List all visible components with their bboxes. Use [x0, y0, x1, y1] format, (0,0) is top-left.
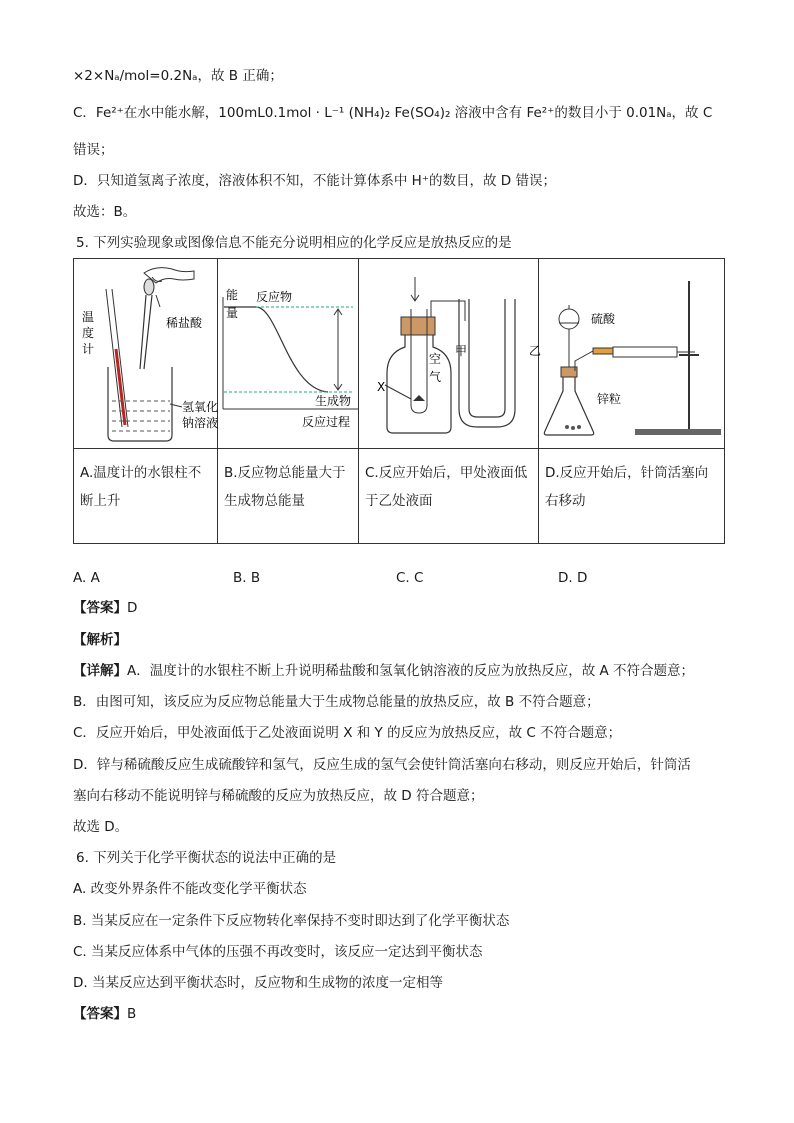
fig-a-thermo-label-2: 度: [82, 326, 95, 340]
fig-c-yi-label: 乙: [529, 344, 542, 358]
q4-line-3: D．只知道氢离子浓度，溶液体积不知，不能计算体系中 H⁺的数目，故 D 错误；: [73, 173, 556, 189]
caption-c: C.反应开始后，甲处液面低于乙处液面: [359, 449, 539, 544]
q5-detail-1: B．由图可知，该反应为反应物总能量大于生成物总能量的放热反应，故 B 不符合题意；: [73, 694, 600, 710]
q4-line-2b: 错误；: [73, 142, 114, 158]
fig-a-thermo-label-1: 温: [82, 310, 95, 324]
detail-text-0: A．温度计的水银柱不断上升说明稀盐酸和氢氧化钠溶液的反应为放热反应，故 A 不符合题意；: [127, 663, 695, 679]
fig-b-reactant-label: 反应物: [256, 290, 293, 304]
fig-b-cell: [218, 259, 359, 449]
fig-d-syringe-diagram: [539, 259, 724, 444]
q5-option-a: A. A: [73, 570, 100, 586]
fig-d-zinc-label: 锌粒: [597, 392, 622, 406]
q5-option-d: D. D: [558, 570, 588, 586]
q6-option-b: B. 当某反应在一定条件下反应物转化率保持不变时即达到了化学平衡状态: [73, 913, 510, 929]
q5-figure-table: [73, 258, 725, 544]
q6-answer: [73, 1004, 136, 1024]
q4-line-2a: C．Fe²⁺在水中能水解，100mL0.1mol · L⁻¹ (NH₄)₂ Fe(SO₄)₂ 溶液中含有 Fe²⁺的数目小于 0.01Nₐ，故 C: [73, 105, 713, 121]
q5-stem: 5. 下列实验现象或图像信息不能充分说明相应的化学反应是放热反应的是: [76, 235, 512, 251]
fig-d-cell: [539, 259, 725, 449]
q5-answer: [73, 598, 137, 618]
fig-a-thermo-label-3: 计: [82, 342, 95, 356]
q4-line-1: ×2×Nₐ/mol=0.2Nₐ，故 B 正确；: [73, 68, 283, 84]
q5-detail-3: D．锌与稀硫酸反应生成硫酸锌和氢气，反应生成的氢气会使针筒活塞向右移动，则反应开始后，针筒活: [73, 757, 691, 773]
fig-b-xlabel: 反应过程: [302, 415, 351, 429]
q5-analysis-tag: [73, 630, 127, 650]
fig-b-ylabel-2: 量: [226, 306, 239, 320]
fig-d-acid-label: 硫酸: [591, 312, 616, 326]
fig-a-beaker-diagram: [74, 259, 217, 444]
answer-tag: 【答案】: [73, 600, 127, 616]
fig-c-air-label-2: 气: [429, 370, 442, 384]
q5-detail-0: [73, 661, 694, 681]
fig-a-acid-label: 稀盐酸: [166, 316, 203, 330]
fig-b-energy-diagram: [218, 259, 358, 444]
q5-detail-5: 故选 D。: [73, 819, 129, 835]
fig-c-cell: [359, 259, 542, 449]
q6-answer-value: B: [127, 1006, 137, 1022]
detail-tag: 【详解】: [73, 663, 127, 679]
fig-c-air-label-1: 空: [429, 352, 442, 366]
q6-stem: 6. 下列关于化学平衡状态的说法中正确的是: [76, 850, 337, 866]
q4-line-4: 故选：B。: [73, 204, 137, 220]
caption-d: D.反应开始后，针筒活塞向右移动: [539, 449, 725, 544]
fig-c-x-label: X: [377, 380, 386, 394]
q5-option-b: B. B: [233, 570, 261, 586]
fig-a-naoh-label-2: 钠溶液: [182, 416, 219, 430]
fig-c-jia-label: 甲: [455, 344, 468, 358]
fig-c-flask-utube-diagram: [359, 259, 542, 444]
fig-a-cell: [74, 259, 218, 449]
fig-a-naoh-label-1: 氢氧化: [182, 400, 219, 414]
q6-option-c: C. 当某反应体系中气体的压强不再改变时，该反应一定达到平衡状态: [73, 944, 483, 960]
q5-detail-2: C．反应开始后，甲处液面低于乙处液面说明 X 和 Y 的反应为放热反应，故 C 不符合题意；: [73, 725, 622, 741]
analysis-tag: 【解析】: [73, 632, 127, 648]
caption-a: A.温度计的水银柱不断上升: [74, 449, 218, 544]
q6-option-d: D. 当某反应达到平衡状态时，反应物和生成物的浓度一定相等: [73, 975, 443, 991]
q5-detail-4: 塞向右移动不能说明锌与稀硫酸的反应为放热反应，故 D 符合题意；: [73, 788, 484, 804]
q5-option-c: C. C: [396, 570, 424, 586]
answer-value: D: [127, 600, 138, 616]
q6-answer-tag: 【答案】: [73, 1006, 127, 1022]
fig-b-ylabel-1: 能: [226, 288, 239, 302]
fig-b-product-label: 生成物: [315, 394, 352, 408]
q6-option-a: A. 改变外界条件不能改变化学平衡状态: [73, 881, 307, 897]
caption-b: B.反应物总能量大于生成物总能量: [218, 449, 359, 544]
